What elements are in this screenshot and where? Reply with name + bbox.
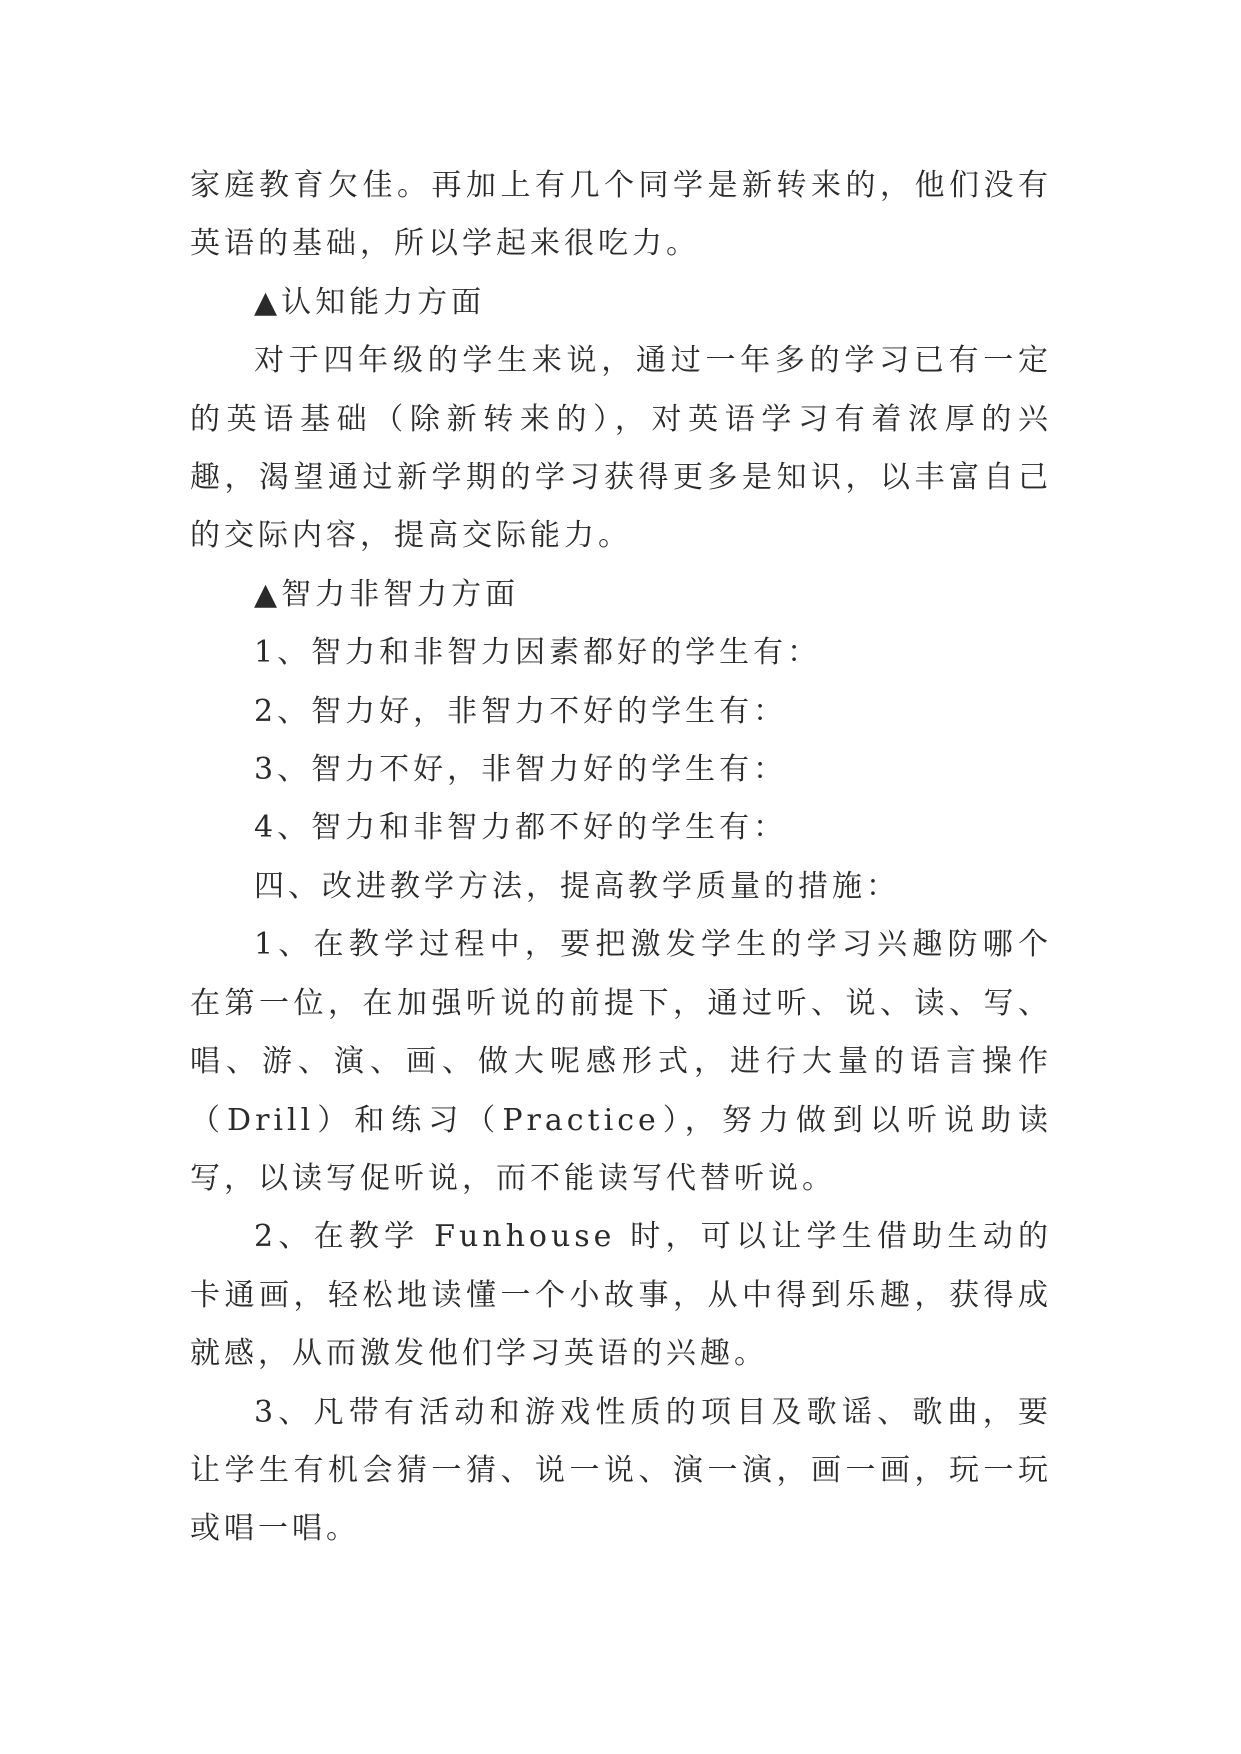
list-item-intelligence-2: 2、智力好，非智力不好的学生有： <box>254 693 788 729</box>
section-heading-teaching-measures: 四、改进教学方法，提高教学质量的措施： <box>254 868 900 904</box>
paragraph-family-education: 家庭教育欠佳。再加上有几个同学是新转来的，他们没有英语的基础，所以学起来很吃力。 <box>190 168 1052 262</box>
list-item-intelligence-1: 1、智力和非智力因素都好的学生有： <box>254 635 822 671</box>
paragraph-cognitive-ability: 对于四年级的学生来说，通过一年多的学习已有一定的英语基础（除新转来的），对英语学习有着浓厚的兴趣，渴望通过新学期的学习获得更多是知识，以丰富自己的交际内容，提高交际能力。 <box>190 343 1052 554</box>
measure-paragraph-3: 3、凡带有活动和游戏性质的项目及歌谣、歌曲，要让学生有机会猜一猜、说一说、演一演，画一画，玩一玩或唱一唱。 <box>190 1394 1052 1547</box>
heading-cognitive-ability: ▲认知能力方面 <box>254 284 486 320</box>
list-item-intelligence-3: 3、智力不好，非智力好的学生有： <box>254 752 788 788</box>
heading-intelligence: ▲智力非智力方面 <box>254 576 520 612</box>
measure-paragraph-1: 1、在教学过程中，要把激发学生的学习兴趣防哪个在第一位，在加强听说的前提下，通过听、说、读、写、唱、游、演、画、做大呢感形式，进行大量的语言操作（Drill）和练习（Practice），努力做到以听说助读写，以读写促听说，而不能读写代替听说。 <box>190 927 1052 1196</box>
list-item-intelligence-4: 4、智力和非智力都不好的学生有： <box>254 810 788 846</box>
measure-paragraph-2: 2、在教学 Funhouse 时，可以让学生借助生动的卡通画，轻松地读懂一个小故事，从中得到乐趣，获得成就感，从而激发他们学习英语的兴趣。 <box>190 1219 1052 1372</box>
document-page <box>190 157 1052 1559</box>
